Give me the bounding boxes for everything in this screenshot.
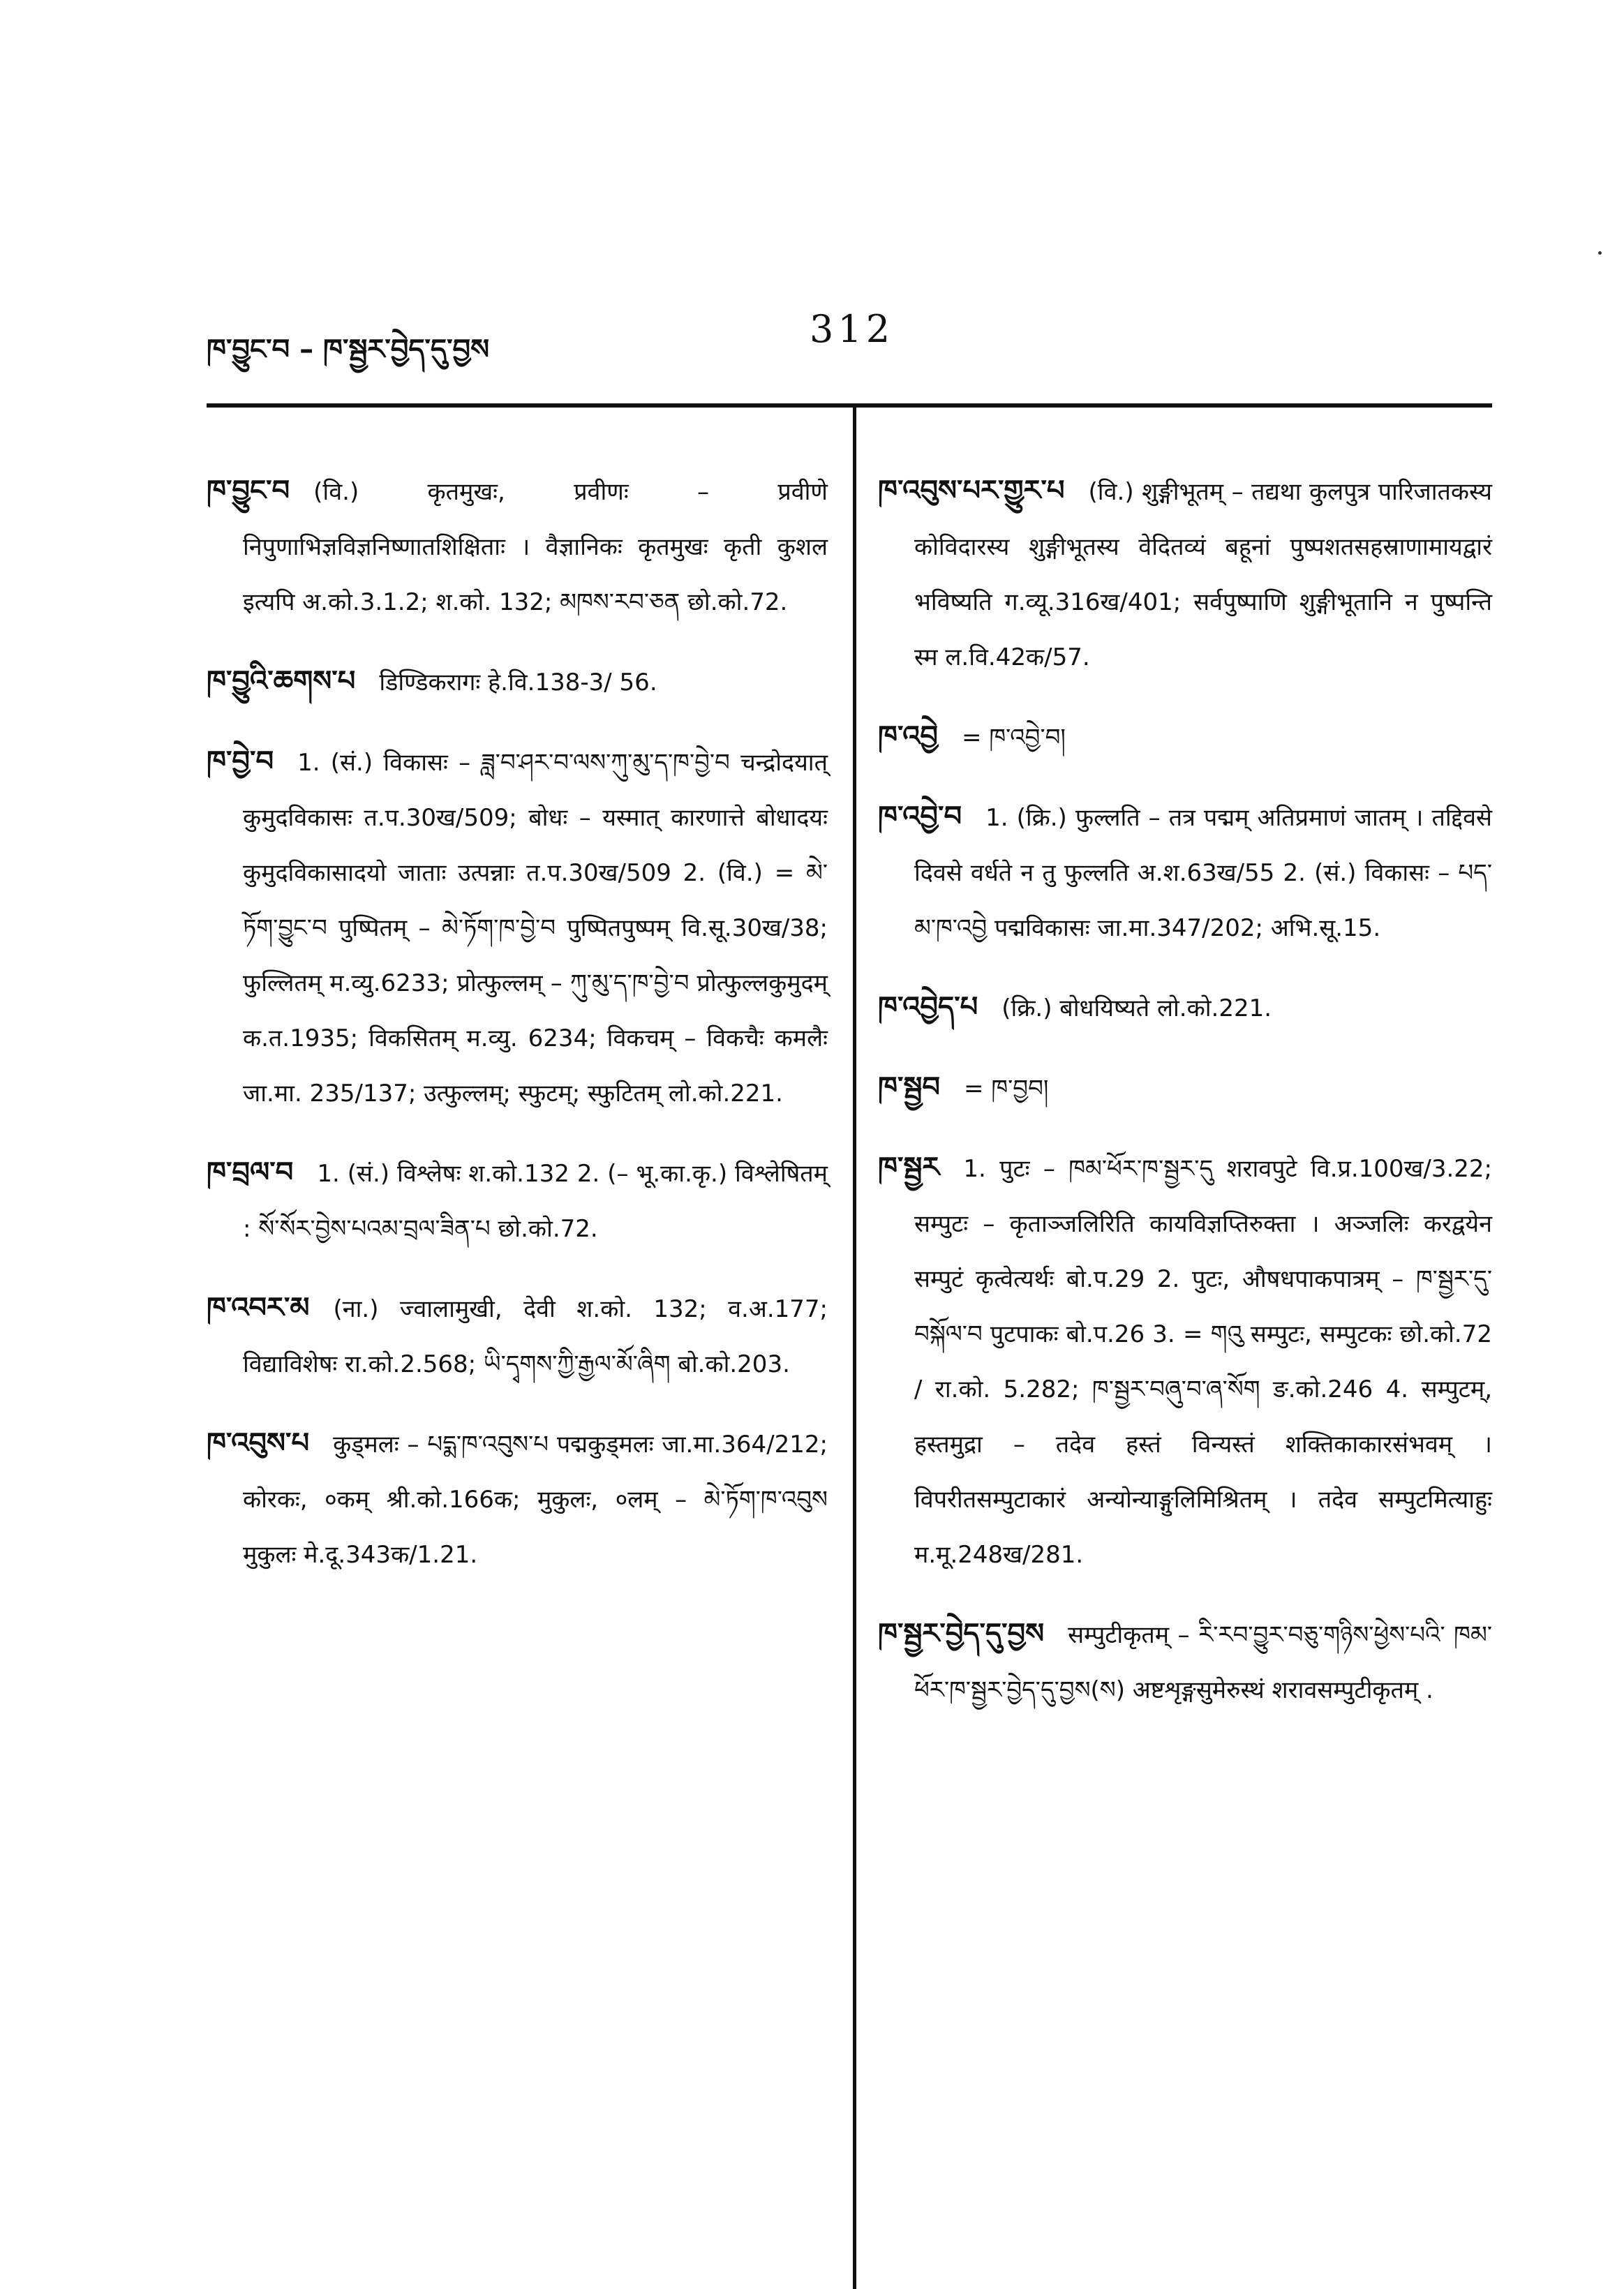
headword: ཁ་འབར་མ xyxy=(207,1292,310,1324)
entry-body: (ना.) ज्वालामुखी, देवी श.को. 132; व.अ.177; विद्याविशेषः रा.को.2.568; ཡི་དྭགས་ཀྱི་རྒྱལ་མོ་ཞིག बो.को.203. xyxy=(243,1295,828,1378)
page-number: 312 xyxy=(810,307,895,351)
dictionary-entry xyxy=(207,734,828,1121)
entry-body: (वि.) शुङ्गीभूतम् – तद्यथा कुलपुत्र पारिजातकस्य कोविदारस्य शुङ्गीभूतस्य वेदितव्यं बहूनां पुष्पशतसहस्राणामायद्वारं भविष्यति ग.व्यू.316ख/401; सर्वपुष्पाणि शुङ्गीभूतानि न पुष्पन्ति स्म ल.वि.42क/57. xyxy=(914,478,1492,671)
dictionary-entry xyxy=(207,1145,828,1257)
headword: ཁ་བྱུང་བ xyxy=(207,475,290,507)
headword: ཁ་བྱེ་བ xyxy=(207,745,274,777)
headword: ཁ་འབུས་པར་གྱུར་པ xyxy=(878,475,1065,507)
running-head: ཁ་བྱུང་བ – ཁ་སྦྱར་བྱེད་དུ་བྱས xyxy=(207,334,490,366)
headword: ཁ་བྲལ་བ xyxy=(207,1156,294,1188)
entry-body: कुड्मलः – པདྨ་ཁ་འབུས་པ पद्मकुड्मलः जा.मा.364/212; कोरकः, ०कम् श्री.को.166क; मुकुलः, ०लम् – མེ་ཏོག་ཁ་འབུས मुकुलः मे.दू.343क/1.21. xyxy=(243,1431,828,1569)
entry-body: = ཁ་བྱབ། xyxy=(964,1075,1049,1103)
entry-body: (क्रि.) बोधयिष्यते लो.को.221. xyxy=(1001,994,1272,1022)
entry-body: सम्पुटीकृतम् – རི་རབ་བྱུར་བཅུ་གཉིས་ཕྱེས་པའི་ ཁམ་ཕོར་ཁ་སྦྱར་བྱེད་དུ་བྱས(ས) अष्टशृङ्गसुमेरुस्थं शरावसम्पुटीकृतम् . xyxy=(914,1621,1492,1704)
entry-body: 1. (सं.) विश्लेषः श.को.132 2. (– भू.का.कृ.) विश्लेषितम् : སོ་སོར་བྱེས་པའམ་བྲལ་ཟིན་པ छो.को.72. xyxy=(243,1160,828,1243)
dictionary-entry xyxy=(878,789,1492,956)
dictionary-entry xyxy=(878,1060,1492,1117)
dictionary-entry xyxy=(207,1416,828,1583)
entry-body: 1. (सं.) विकासः – ཟླ་བ་ཤར་བ་ལས་ཀུ་མུ་ད་ཁ་བྱེ་བ चन्द्रोदयात् कुमुदविकासः त.प.30ख/509; बोधः – यस्मात् कारणात्ते बोधादयः कुमुदविकासादयो जाताः उत्पन्नाः त.प.30ख/509 2. (वि.) = མེ་ཏོག་བྱུང་བ पुष्पितम् – མེ་ཏོག་ཁ་བྱེ་བ पुष्पितपुष्पम् वि.सू.30ख/38; फुल्लितम् म.व्यु.6233; प्रोत्फुल्लम् – ཀུ་མུ་ད་ཁ་བྱེ་བ प्रोत्फुल्लकुमुदम् क.त.1935; विकसितम् म.व्यु. 6234; विकचम् – विकचैः कमलैः जा.मा. 235/137; उत्फुल्लम्; स्फुटम्; स्फुटितम् लो.को.221. xyxy=(243,749,828,1108)
right-column xyxy=(878,440,1492,1739)
dictionary-entry xyxy=(878,1140,1492,1583)
headword: ཁ་འབྱེ xyxy=(878,720,939,752)
entry-body: = ཁ་འབྱེ་བ། xyxy=(962,724,1066,752)
entry-body: डिण्डिकरागः हे.वि.138-3/ 56. xyxy=(379,669,657,696)
entry-body: 1. पुटः – ཁམ་ཕོར་ཁ་སྦྱར་དུ शरावपुटे वि.प्र.100ख/3.22; सम्पुटः – कृताञ्जलिरिति कायविज्ञप्तिरुक्ता । अञ्जलिः करद्वयेन सम्पुटं कृत्वेत्यर्थः बो.प.29 2. पुटः, औषधपाकपात्रम् – ཁ་སྦྱར་དུ་བསྐོལ་བ पुटपाकः बो.प.26 3. = གའུ सम्पुटः, सम्पुटकः छो.को.72 / रा.को. 5.282; ཁ་སྦྱར་བཞུ་བ་ཞ་སོག ङ.को.246 4. सम्पुटम्, हस्तमुद्रा – तदेव हस्तं विन्यस्तं शक्तिकाकारसंभवम् । विपरीतसम्पुटाकारं अन्योन्याङ्गुलिमिश्रितम् । तदेव सम्पुटमित्याहुः म.मू.248ख/281. xyxy=(914,1155,1492,1569)
column-divider xyxy=(853,405,856,2289)
dictionary-entry xyxy=(878,1606,1492,1718)
scan-speck xyxy=(1598,251,1602,255)
headword: ཁ་སྦྱར་བྱེད་དུ་བྱས xyxy=(878,1618,1045,1650)
headword: ཁ་འབྱེ་བ xyxy=(878,800,962,833)
headword: ཁ་བྱུའི་ཆགས་པ xyxy=(207,665,356,697)
headword: ཁ་འབུས་པ xyxy=(207,1427,310,1459)
headword: ཁ་སྦྱབ xyxy=(878,1071,941,1103)
entry-body: 1. (क्रि.) फुल्लति – तत्र पद्मम् अतिप्रमाणं जातम् । तद्दिवसे दिवसे वर्धते न तु फुल्लति अ.श.63ख/55 2. (सं.) विकासः – པད་མ་ཁ་འབྱེ पद्मविकासः जा.मा.347/202; अभि.सू.15. xyxy=(914,804,1492,942)
dictionary-entry xyxy=(878,463,1492,685)
dictionary-entry xyxy=(878,709,1492,766)
headword: ཁ་སྦྱར xyxy=(878,1151,940,1184)
dictionary-entry xyxy=(207,463,828,630)
dictionary-entry xyxy=(207,1281,828,1392)
header-rule xyxy=(207,403,1492,408)
dictionary-entry xyxy=(207,654,828,710)
dictionary-entry xyxy=(878,980,1492,1036)
entry-body: (वि.) कृतमुखः, प्रवीणः – प्रवीणे निपुणाभिज्ञविज्ञनिष्णातशिक्षिताः । वैज्ञानिकः कृतमुखः कृती कुशल इत्यपि अ.को.3.1.2; श.को. 132; མཁས་རབ་ཅན छो.को.72. xyxy=(243,478,828,616)
left-column xyxy=(207,440,828,1604)
headword: ཁ་འབྱེད་པ xyxy=(878,991,978,1023)
